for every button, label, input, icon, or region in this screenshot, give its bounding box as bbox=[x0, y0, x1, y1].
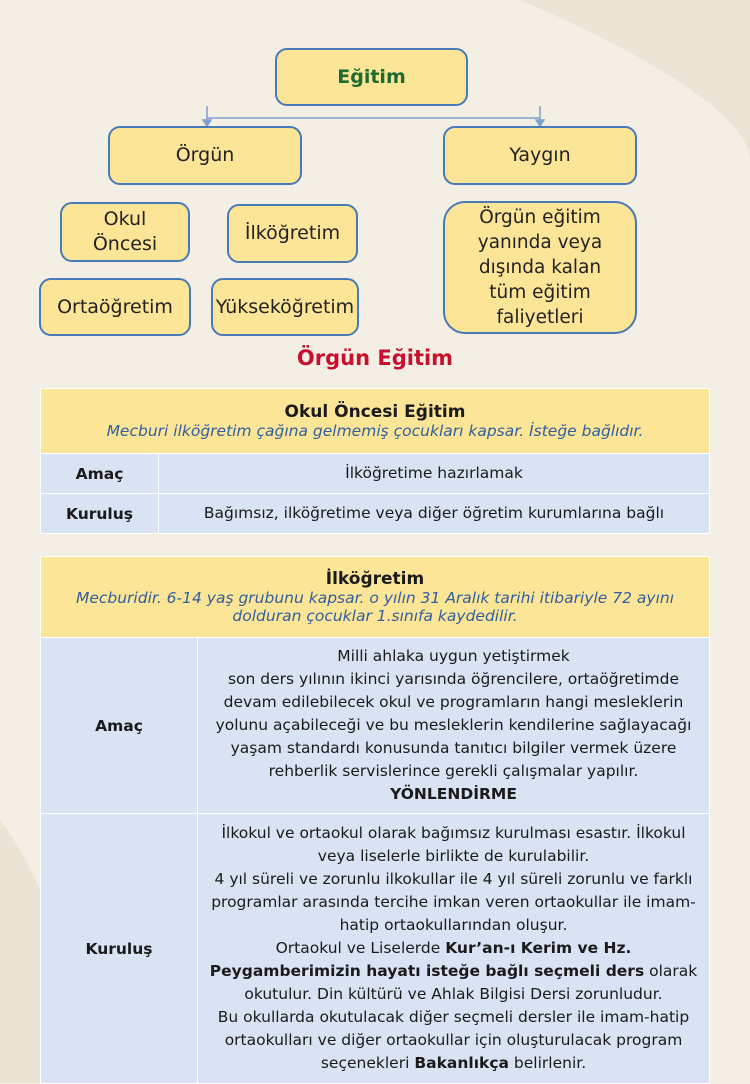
row-key-amac: Amaç bbox=[41, 454, 159, 494]
row-value-amac: İlköğretime hazırlamak bbox=[159, 454, 710, 494]
kurulus-paragraph-3 bbox=[208, 937, 699, 1006]
node-orgun: Örgün bbox=[108, 126, 302, 185]
row-key-amac: Amaç bbox=[41, 638, 198, 814]
kurulus-p3-bold: Kur’an-ı Kerim ve Hz. Peygamberimizin hayatı isteğe bağlı seçmeli ders bbox=[209, 939, 645, 980]
okul-oncesi-title: Okul Öncesi Eğitim bbox=[284, 402, 466, 422]
okul-oncesi-description: Mecburi ilköğretim çağına gelmemiş çocukları kapsar. İsteğe bağlıdır. bbox=[106, 422, 644, 440]
kurulus-p3-start: Ortaokul ve Liselerde bbox=[275, 939, 446, 957]
kurulus-p4-start: Bu okullarda okutulacak diğer seçmeli dersler ile imam-hatip ortaokulları ve diğer ortaokullar için oluşturulacak program seçenekleri bbox=[217, 1008, 690, 1072]
row-value-kurulus: Bağımsız, ilköğretime veya diğer öğretim kurumlarına bağlı bbox=[159, 494, 710, 534]
ilkogretim-title: İlköğretim bbox=[325, 569, 425, 589]
node-yaygin-description: Örgün eğitim yanında veya dışında kalan tüm eğitim faliyetleri bbox=[443, 201, 637, 334]
table-row bbox=[41, 814, 710, 1084]
node-ilkogretim: İlköğretim bbox=[227, 204, 358, 263]
kurulus-paragraph-4 bbox=[208, 1006, 699, 1075]
ilkogretim-description: Mecburidir. 6-14 yaş grubunu kapsar. o yılın 31 Aralık tarihi itibariyle 72 ayını dolduran çocuklar 1.sınıfa kaydedilir. bbox=[75, 589, 675, 625]
ilkogretim-header bbox=[41, 557, 710, 638]
node-yuksekogretim: Yükseköğretim bbox=[211, 278, 359, 336]
amac-line-1: Milli ahlaka uygun yetiştirmek bbox=[337, 647, 570, 665]
row-value-amac bbox=[198, 638, 710, 814]
kurulus-p4-bold: Bakanlıkça bbox=[414, 1054, 509, 1072]
amac-line-3: YÖNLENDİRME bbox=[390, 785, 517, 803]
okul-oncesi-header bbox=[41, 389, 710, 454]
amac-line-2: son ders yılının ikinci yarısında öğrencilere, ortaöğretimde devam edilebilecek okul ve programların hangi mesleklerin yolunu açabileceği ve bu mesleklerin kendilerine sağlayacağı yaşam standardı konusunda tanıtıcı bilgiler vermek üzere rehberlik servislerince gerekli çalışmalar yapılır. bbox=[215, 670, 692, 780]
table-row bbox=[41, 494, 710, 534]
section-heading: Örgün Eğitim bbox=[296, 346, 454, 370]
okul-oncesi-table bbox=[40, 388, 710, 534]
node-ortaogretim: Ortaöğretim bbox=[39, 278, 191, 336]
ilkogretim-table bbox=[40, 556, 710, 1084]
row-key-kurulus: Kuruluş bbox=[41, 494, 159, 534]
node-okul-oncesi: Okul Öncesi bbox=[60, 202, 190, 262]
kurulus-paragraph-1: İlkokul ve ortaokul olarak bağımsız kurulması esastır. İlkokul veya liselerle birlikte de kurulabilir. bbox=[221, 824, 686, 865]
node-egitim: Eğitim bbox=[275, 48, 468, 106]
kurulus-p3-end: olarak okutulur. Din kültürü ve Ahlak Bilgisi Dersi zorunludur. bbox=[244, 962, 698, 1003]
table-row bbox=[41, 638, 710, 814]
kurulus-p4-end: belirlenir. bbox=[509, 1054, 587, 1072]
node-yaygin: Yaygın bbox=[443, 126, 637, 185]
kurulus-paragraph-2: 4 yıl süreli ve zorunlu ilkokullar ile 4 yıl süreli zorunlu ve farklı programlar arasında tercihe imkan veren ortaokullar ile imam-hatip ortaokullarından oluşur. bbox=[211, 870, 696, 934]
row-key-kurulus: Kuruluş bbox=[41, 814, 198, 1084]
row-value-kurulus bbox=[198, 814, 710, 1084]
table-row bbox=[41, 454, 710, 494]
